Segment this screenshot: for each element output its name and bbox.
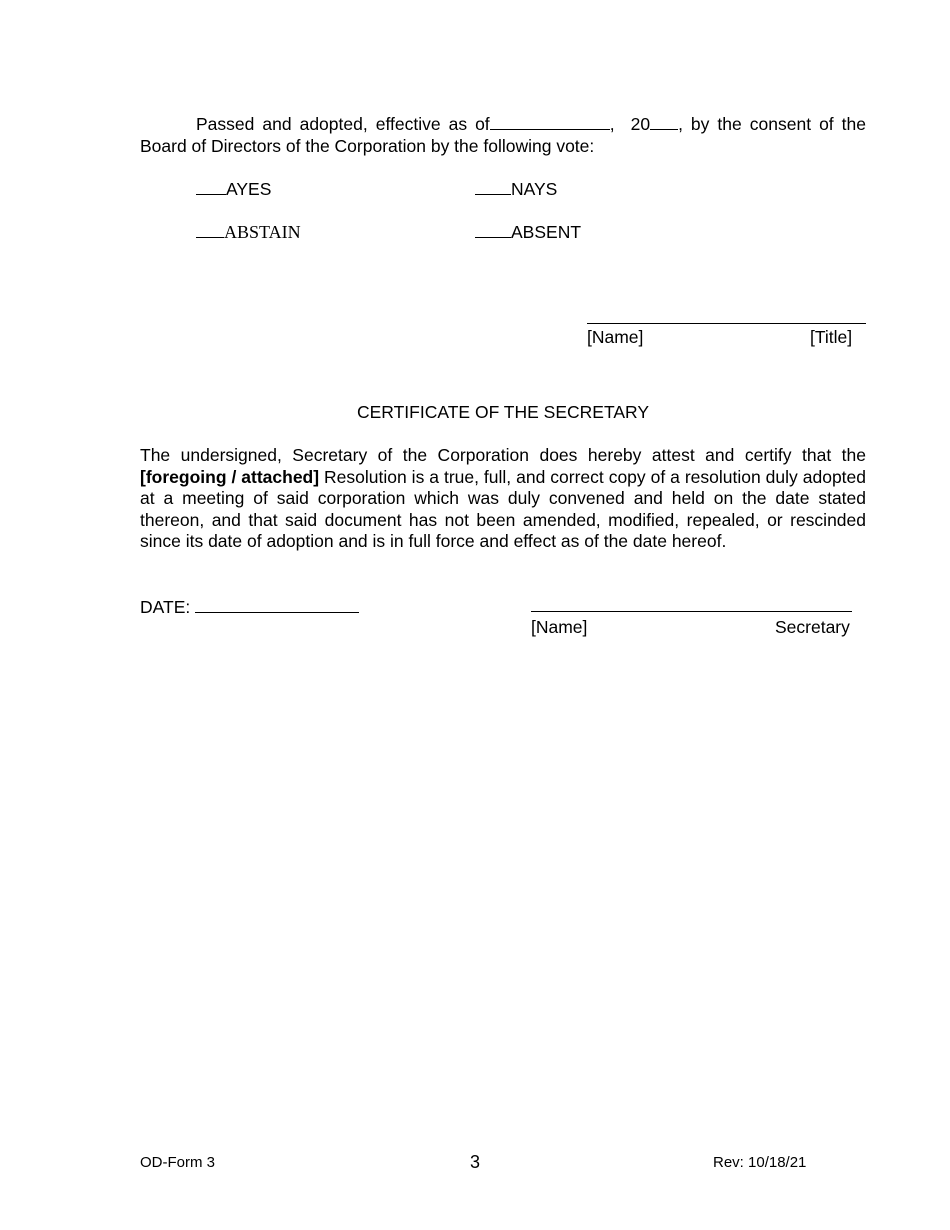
- certificate-text-before: The undersigned, Secretary of the Corporation does hereby attest and certify that the: [140, 445, 866, 465]
- resolution-line-1: [140, 112, 866, 136]
- certificate-heading: CERTIFICATE OF THE SECRETARY: [356, 402, 650, 422]
- date-blank[interactable]: [195, 595, 359, 613]
- footer-page-number: 3: [470, 1152, 481, 1172]
- effective-date-blank[interactable]: [490, 112, 610, 130]
- abstain-label: ABSTAIN: [224, 222, 301, 242]
- secretary-title-label: Secretary: [775, 617, 850, 637]
- certificate-text-after: Resolution is a true, full, and correct copy of a resolution duly adopted at a meeting of said corporation which was duly convened and held on the date stated thereon, and that said document has not been amended, modified, repealed, or rescinded since its date of adoption and is in full force and effect as of the date hereof.: [140, 466, 866, 551]
- vote-abstain: [196, 220, 301, 243]
- nays-blank[interactable]: [475, 177, 511, 195]
- footer-revision: Rev: 10/18/21: [713, 1154, 807, 1171]
- resolution-line1-comma: ,: [609, 114, 615, 134]
- certificate-bold-text: [foregoing / attached]: [140, 466, 320, 487]
- vote-ayes: [196, 177, 271, 200]
- resolution-line1-suffix: , by the consent of the: [678, 114, 867, 134]
- officer-title-label: [Title]: [810, 327, 853, 347]
- resolution-line-2: Board of Directors of the Corporation by the following vote:: [140, 135, 595, 156]
- resolution-line1-prefix: Passed and adopted, effective as of: [196, 114, 490, 134]
- nays-label: NAYS: [511, 179, 558, 199]
- date-label: DATE:: [140, 597, 191, 617]
- vote-nays: [475, 177, 557, 200]
- ayes-label: AYES: [226, 179, 272, 199]
- resolution-year-prefix: 20: [630, 114, 651, 134]
- year-blank[interactable]: [650, 112, 678, 130]
- footer-form-id: OD-Form 3: [140, 1154, 215, 1171]
- vote-absent: [475, 220, 581, 243]
- resolution-paragraph: [140, 112, 866, 157]
- signature-line-secretary[interactable]: [531, 611, 852, 612]
- certificate-paragraph: [140, 445, 866, 553]
- signature-line-officer[interactable]: [587, 323, 866, 324]
- absent-blank[interactable]: [475, 220, 511, 238]
- absent-label: ABSENT: [511, 222, 582, 242]
- abstain-blank[interactable]: [196, 220, 224, 238]
- ayes-blank[interactable]: [196, 177, 226, 195]
- officer-name-label: [Name]: [587, 327, 644, 347]
- secretary-name-label: [Name]: [531, 617, 588, 637]
- date-field: [140, 595, 359, 618]
